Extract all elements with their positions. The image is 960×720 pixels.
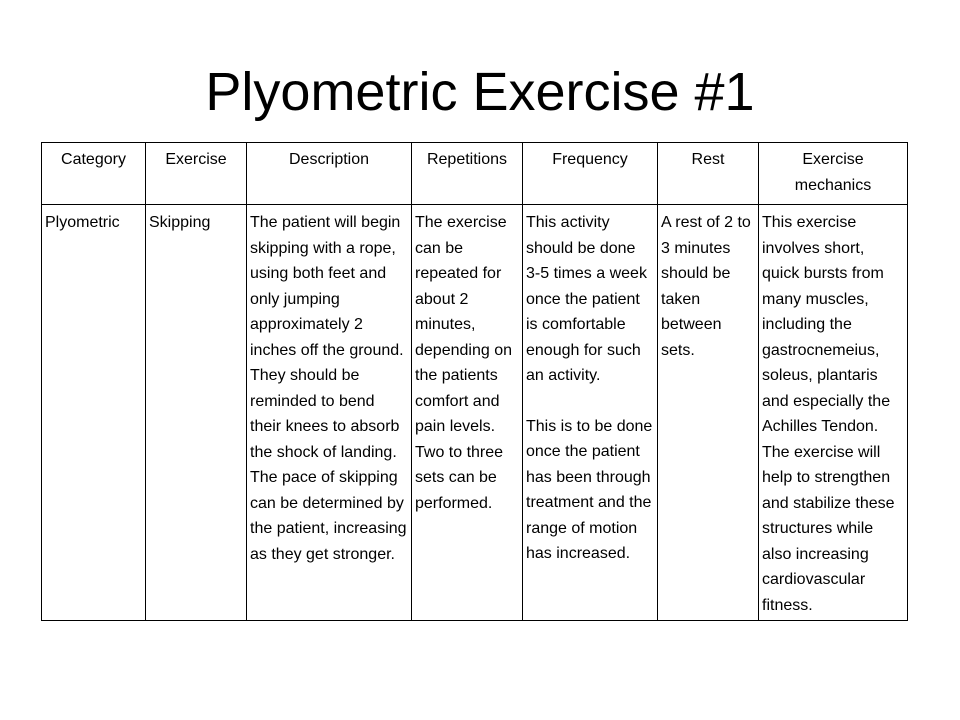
- cell-exercise: Skipping: [146, 205, 247, 621]
- cell-rest: A rest of 2 to 3 minutes should be taken between sets.: [658, 205, 759, 621]
- cell-description: The patient will begin skipping with a rope, using both feet and only jumping approximately 2 inches off the ground. They should be reminded to bend their knees to absorb the shock of landing. The pace of skipping can be determined by the patient, increasing as they get stronger.: [247, 205, 412, 621]
- header-description: Description: [247, 143, 412, 205]
- cell-frequency: [523, 205, 658, 621]
- slide-title: Plyometric Exercise #1: [205, 62, 755, 122]
- header-row: [42, 143, 908, 205]
- cell-mechanics: This exercise involves short, quick bursts from many muscles, including the gastrocnemeius, soleus, plantaris and especially the Achilles Tendon. The exercise will help to strengthen and stabilize these structures while also increasing cardiovascular fitness.: [759, 205, 908, 621]
- table-row: [42, 205, 908, 621]
- exercise-table: [41, 142, 908, 621]
- paragraph-gap: [526, 389, 654, 414]
- header-mechanics: Exercise mechanics: [759, 143, 908, 205]
- header-frequency: Frequency: [523, 143, 658, 205]
- header-exercise: Exercise: [146, 143, 247, 205]
- header-repetitions: Repetitions: [412, 143, 523, 205]
- cell-category: Plyometric: [42, 205, 146, 621]
- frequency-paragraph-2: This is to be done once the patient has been through treatment and the range of motion has increased.: [526, 417, 653, 562]
- frequency-paragraph-1: This activity should be done 3-5 times a week once the patient is comfortable enough for such an activity.: [526, 214, 647, 384]
- cell-repetitions: The exercise can be repeated for about 2 minutes, depending on the patients comfort and pain levels. Two to three sets can be performed.: [412, 205, 523, 621]
- header-rest: Rest: [658, 143, 759, 205]
- header-category: Category: [42, 143, 146, 205]
